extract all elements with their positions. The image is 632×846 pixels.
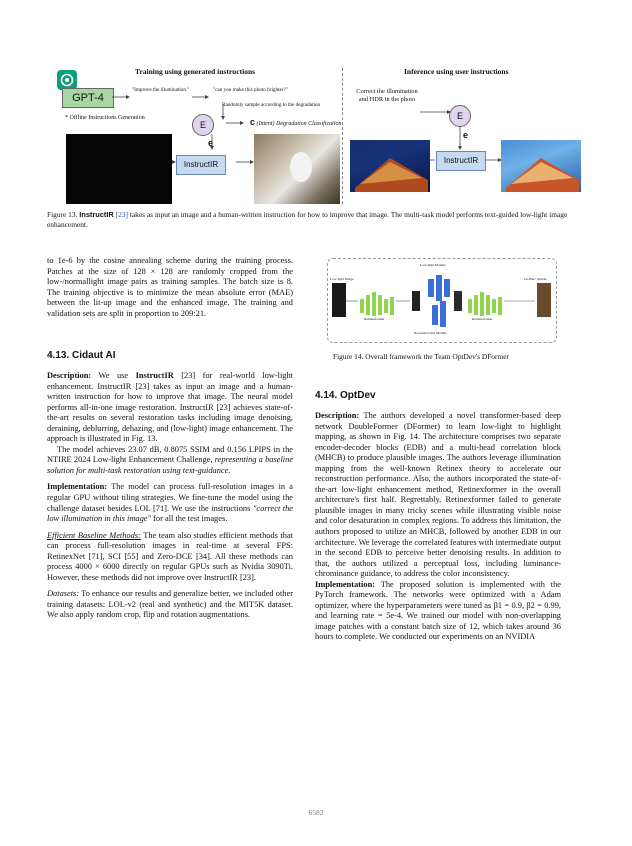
dformer-diagram — [328, 259, 556, 342]
f14-label-input: Low-light Image — [330, 277, 354, 281]
openai-logo-icon — [57, 70, 77, 90]
instr-example-2: "can you make this photo brighter?" — [213, 87, 288, 93]
sample-note: Randomly sample according to the degradation — [222, 102, 321, 108]
user-instruction-text: Correct the illumination and HDR in the photo — [356, 88, 418, 103]
offline-note: * Offline Instructions Generation — [65, 115, 145, 121]
encoder-e-circle: E — [192, 114, 214, 136]
fig13-caption: Figure 13. InstructIR [23] takes as input an image and a human-written instruction for how to improve that image. The multi-task model performs text-guided low-light image enhancement. — [47, 210, 568, 229]
f14-label-top: Low-light Module — [420, 263, 446, 267]
instructir-box-train: InstructIR — [176, 155, 226, 175]
cidaut-description: Description: We use InstructIR [23] for real-world low-light enhancement. InstructIR [23] takes as input an image and a human-written instruction for how to improve that image. The neural model performs all-in-one image restoration. InstructIR [23] achieves state-of-the-art results on several restoration tasks including image denoising, deraining, deblurring, dehazing, and (low-light) image enhancement. The approach is illustrated in Fig. 13. The model achieves 23.07 dB, 0.8075 SSIM and 0.156 LPIPS in the NTIRE 2024 Low-light Enhancement Challenge, representing a baseline solution for multi-task restoration using text-guidance. Implementation: The model can process full-resolution images in a regular GPU without tiling strategies. We fine-tune the model using the challenge dataset besides LOL [71]. We use the instructions "correct the low illumination in this image" for all the test images. Efficient Baseline Methods: The team also studies efficient methods that can process full-resolution images in real-time at several FPS: RetinexNet [71], SCI [55] and Zero-DCE [34]. All these methods can process 4000 × 6000 directly on regular GPUs such as Nvidia 3090Ti. However, these methods did not improve over InstructIR [23]. Datasets: To enhance our results and generalize better, we included other training datasets: LOL-v2 (real and synthetic) and the MIT5K dataset. We also apply random crop, flip and rotation augmentations. — [47, 371, 294, 620]
section-optdev-title: 4.14. OptDev — [315, 390, 376, 401]
page-number: 6582 — [308, 808, 324, 817]
inference-output-photo — [501, 140, 581, 192]
fig13-divider — [342, 68, 344, 204]
f14-label-bottom: Reconstruction Module — [414, 331, 447, 335]
fig13-inference-side-arrows — [430, 150, 510, 170]
fig13-right-header: Inference using user instructions — [404, 67, 509, 76]
encoder-e-circle-inference: E — [449, 105, 471, 127]
section-cidaut-title: 4.13. Cidaut AI — [47, 350, 116, 361]
toy-figure-shape — [290, 152, 312, 182]
optdev-description: Description: The authors developed a novel transformer-based deep network DoubleFormer (DFormer) to learn low-light to highlight mapping, as shown in Fig. 14. The architecture comprises two separate encoder-decoder blocks (EDB) and a multi-head correlation block (MHCB) to produce plausible images. The authors leverage illumination mapping from the well-known Retinex theory to accelerate our reconstruction performance. Also, the authors incorporated the state-of-the-art low-light enhancement method, Retinexformer in the overall architecture's first half. Regrettably, Retinexformer failed to generate plausible images in many tricky scenes while illustrating visible noise and color desaturation in complex regions. To address this limitation, the authors proposed to utilize an MHCB, followed by another EDB in our architecture. We leverage the correlated features with intermediate output in the second EDB to perceive better denoising results. In addition to that, the authors utilized a perceptual loss, including luminance-chrominance guidance, to address the color inconsistency. Implementation: The proposed solution is implemented with the PyTorch framework. The networks were optimized with a Adam optimizer, where the hyperparameters were tuned as β1 = 0.9, β2 = 0.99, and learning rate = 5e-4. We trained our model with non-overlapping image patches with a constant batch size of 12, which takes around 36 hours to complete. We conducted our experiments on an NVIDIA — [315, 411, 561, 642]
intent-label: c (Intent) Degradation Classification — [250, 117, 342, 127]
instr-example-1: "Improve the illumination." — [132, 87, 190, 93]
fig13-left-header: Training using generated instructions — [135, 67, 256, 76]
figure-14-diagram — [327, 258, 557, 343]
instructir-box-inference: InstructIR — [436, 151, 486, 171]
f14-label-output: Lit-Bloc Output — [524, 277, 547, 281]
fig14-caption: Figure 14. Overall framework the Team OptDev's DFormer — [333, 352, 509, 361]
embedding-e-label-inference: e — [463, 130, 469, 140]
f14-label-left-module: Retinexformer — [364, 317, 385, 321]
low-light-input-photo — [66, 134, 172, 204]
gpt4-box: GPT-4 — [62, 88, 114, 108]
left-col-intro: to 1e-6 by the cosine annealing scheme during the training process. Patches at the size of 128 × 128 are randomly cropped from the low-/normallight image pairs as training samples. The batch size is 8. The training objective is to minimize the mean absolute error (MAE) between the lit-up image and the enhanced image. The training and validation sets are split in proportion to 209:21. — [47, 256, 293, 318]
inference-input-photo — [350, 140, 430, 192]
embedding-e-label: e — [208, 138, 214, 148]
f14-label-right-module: Retinexformer — [472, 317, 493, 321]
enhanced-output-photo — [254, 134, 340, 204]
